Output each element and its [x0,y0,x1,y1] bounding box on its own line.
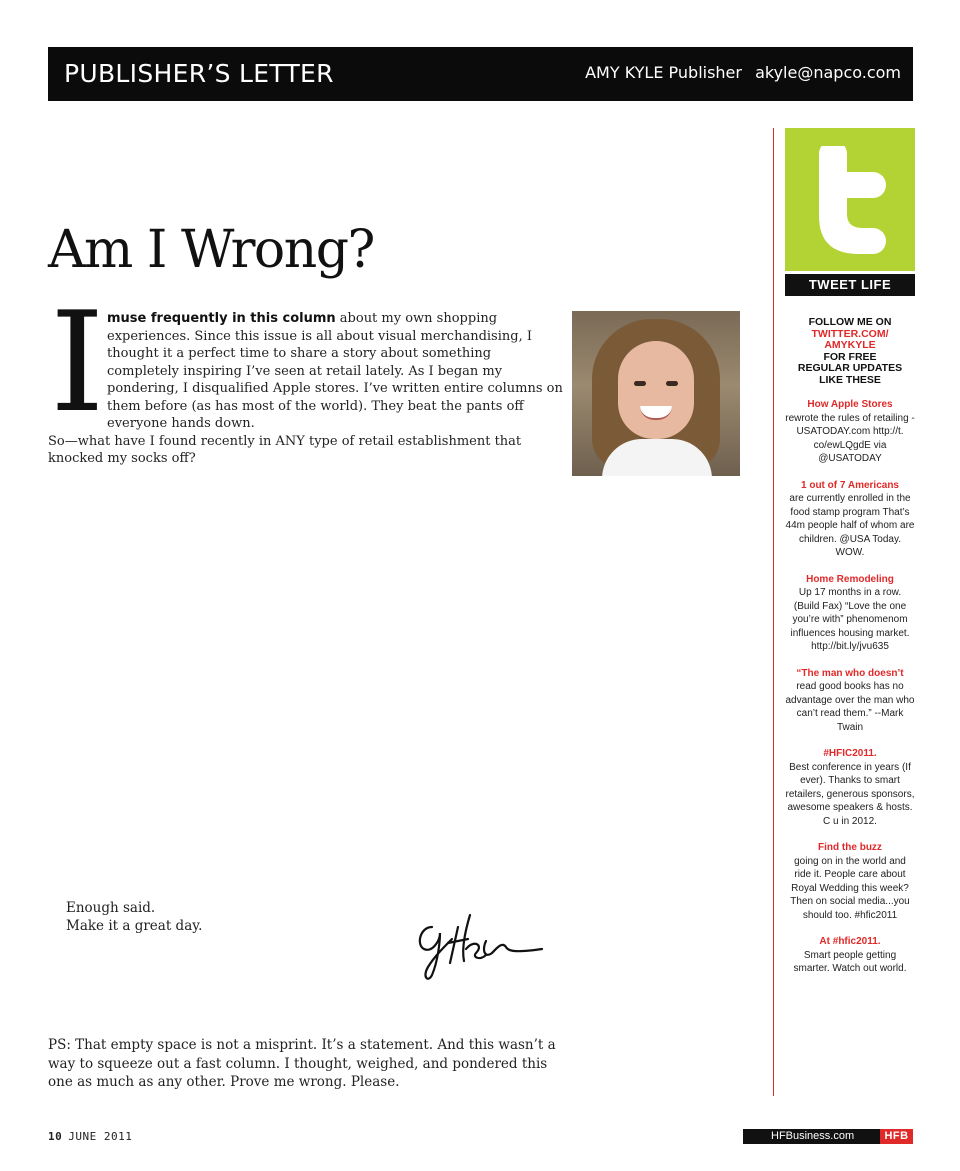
publisher-byline [585,63,901,82]
follow-line-3: REGULAR UPDATES [797,362,903,374]
tweet-sidebar [785,128,915,989]
tweet-item [785,667,915,735]
follow-line-4: LIKE THESE [819,373,881,386]
closing-line-1: Enough said. [66,900,156,916]
tweet-item [785,841,915,922]
tweet-item [785,479,915,560]
tweet-body: Smart people getting smarter. Watch out world. [793,949,907,974]
article-paragraph-1 [48,310,563,433]
closing-lines [66,899,202,935]
drop-cap: I [50,282,105,443]
tweet-item [785,747,915,828]
section-title: PUBLISHER’S LETTER [64,59,334,88]
issue-date: JUNE 2011 [68,1130,133,1143]
tweet-headline: How Apple Stores [807,399,893,410]
tweet-headline: 1 out of 7 Americans [801,479,899,491]
portrait-face [618,341,694,439]
tweet-item [785,398,915,466]
article-headline: Am I Wrong? [48,220,374,280]
brand-badge: HFB [880,1129,913,1144]
publisher-email[interactable]: akyle@napco.com [755,63,901,82]
tweet-item [785,935,915,976]
tweet-item [785,573,915,654]
portrait-eye [634,381,646,386]
follow-prompt [785,317,915,386]
signature-image [410,905,550,985]
publisher-portrait [572,311,740,476]
tweet-headline: At #hfic2011. [819,936,881,947]
tweet-body: going on in the world and ride it. People care about Royal Wedding this week? Then on social media...you should too. #hfic2011 [790,855,910,921]
tweet-headline: #HFIC2011. [823,748,877,759]
header-bar [48,47,913,101]
article-paragraph-2: So—what have I found recently in ANY type of retail establishment that knocked my socks off? [48,433,522,466]
twitter-handle-line-1[interactable]: TWITTER.COM/ [811,327,889,340]
page-number: 10 [48,1130,63,1143]
tweet-life-label: TWEET LIFE [785,274,915,296]
tweet-headline: “The man who doesn’t [796,667,904,679]
portrait-eye [666,381,678,386]
tweet-body: are currently enrolled in the food stamp program That’s 44m people half of whom are children. @USA Today. WOW. [785,493,915,558]
tweet-list [785,398,915,976]
postscript: PS: That empty space is not a misprint. It’s a statement. And this wasn’t a way to squeeze out a fast column. I thought, weighed, and pondered this one as much as any other. Prove me wrong. Please. [48,1037,556,1090]
publisher-name: AMY KYLE Publisher [585,63,742,82]
site-url[interactable]: HFBusiness.com [771,1130,855,1142]
article-body [48,310,563,468]
closing-line-2: Make it a great day. [66,918,203,934]
twitter-logo-box [785,128,915,271]
paragraph-1-text: about my own shopping experiences. Since this issue is all about visual merchandising, I thought it a perfect time to share a story about something completely inspiring I’ve seen at retail lately. As I began my pondering, I disqualified Apple stores. I’ve written entire columns on them before (as has most of the world). They beat the pants off everyone hands down. [107,311,563,431]
follow-line-2: FOR FREE [823,350,877,363]
lead-in: muse frequently in this column [107,311,336,326]
page-footer-right [743,1129,913,1144]
tweet-headline: Find the buzz [818,842,882,853]
twitter-handle-line-2[interactable]: AMYKYLE [824,339,876,351]
tweet-body: read good books has no advantage over the man who can’t read them.” --Mark Twain [785,681,915,733]
twitter-t-icon [809,146,893,256]
tweet-headline: Home Remodeling [806,573,894,585]
follow-line-1: FOLLOW ME ON [808,316,892,328]
tweet-body: rewrote the rules of retailing - USATODAY.com http://t. co/ewLQgdE via @USATODAY [785,412,915,464]
tweet-body: Best conference in years (If ever). Thanks to smart retailers, generous sponsors, awesome speakers & hosts. C u in 2012. [785,761,915,827]
tweet-body: Up 17 months in a row. (Build Fax) “Love the one you’re with” phenomenom influences housing market. http://bit.ly/jvu635 [790,587,910,652]
sidebar-divider [773,128,774,1096]
page-footer-left [48,1130,132,1143]
